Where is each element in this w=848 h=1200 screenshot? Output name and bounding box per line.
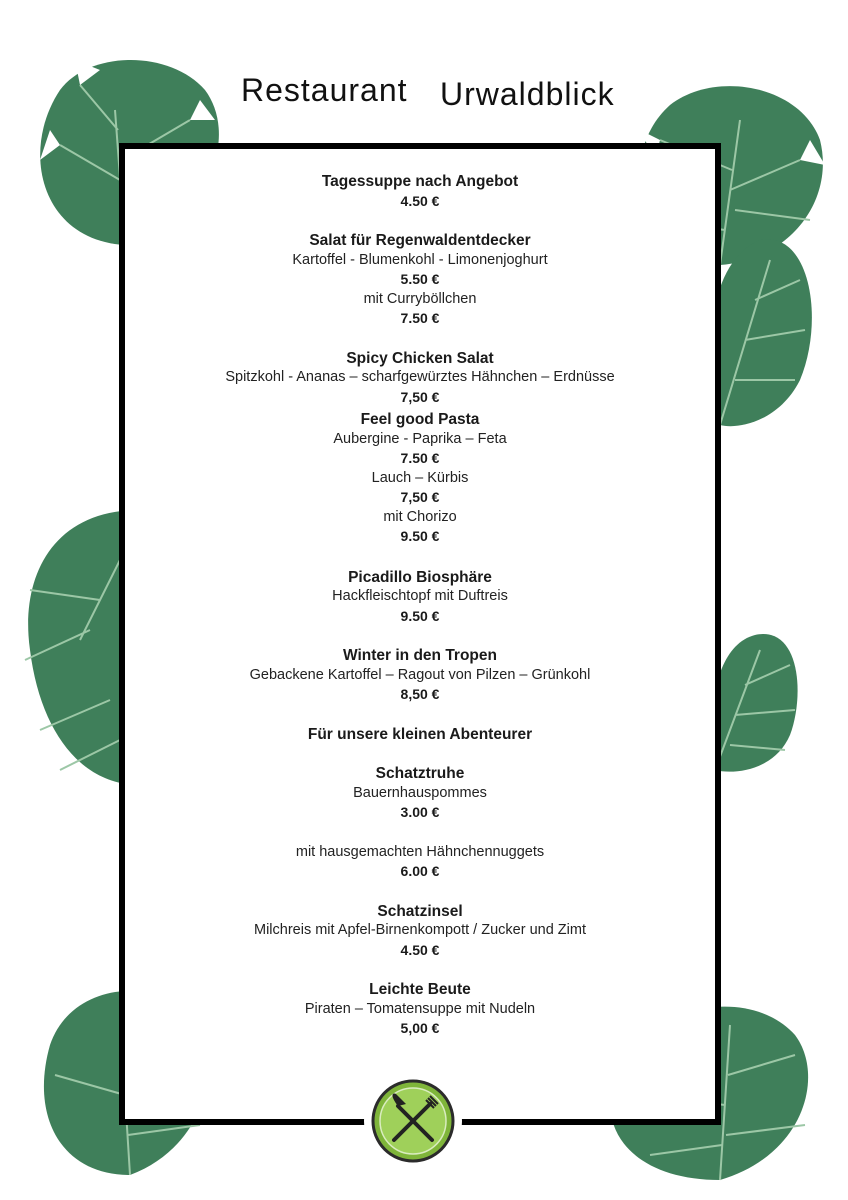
menu-list xyxy=(125,172,715,1039)
menu-item xyxy=(125,902,715,961)
dish-title: Tagessuppe nach Angebot xyxy=(321,173,519,190)
dish-title: Schatzinsel xyxy=(377,902,463,920)
dish-title: Winter in den Tropen xyxy=(342,647,497,664)
dish-description: Spitzkohl - Ananas – scharfgewürztes Hähnchen – Erdnüsse xyxy=(225,369,615,385)
dish-title: Picadillo Biosphäre xyxy=(348,568,492,586)
dish-description: Piraten – Tomatensuppe mit Nudeln xyxy=(304,1000,536,1017)
dish-description: Kartoffel - Blumenkohl - Limonenjoghurt xyxy=(292,251,548,268)
kids-section-heading xyxy=(125,725,715,745)
dish-price: 6.00 € xyxy=(400,863,440,879)
dish-price: 3.00 € xyxy=(400,804,440,820)
menu-item xyxy=(125,172,715,211)
dish-title: Salat für Regenwaldentdecker xyxy=(309,232,531,249)
dish-price: 8,50 € xyxy=(400,686,440,702)
dish-price: 5,00 € xyxy=(400,1020,440,1036)
dish-price: 5.50 € xyxy=(400,271,440,287)
dish-price: 7.50 € xyxy=(400,310,440,326)
dish-description: mit Chorizo xyxy=(383,508,457,525)
dish-description: Hackfleischtopf mit Duftreis xyxy=(332,588,508,604)
dish-price: 7,50 € xyxy=(400,388,440,405)
dish-description: Aubergine - Paprika – Feta xyxy=(333,430,507,447)
dish-description: Lauch – Kürbis xyxy=(371,469,469,486)
menu-item xyxy=(125,349,715,408)
dish-title: Feel good Pasta xyxy=(360,411,480,428)
menu-item xyxy=(125,646,715,705)
dish-title: Spicy Chicken Salat xyxy=(346,349,494,367)
dish-price: 9.50 € xyxy=(400,607,440,624)
dish-title: Schatztruhe xyxy=(375,765,465,782)
dish-title: Leichte Beute xyxy=(369,981,471,998)
section-title: Für unsere kleinen Abenteurer xyxy=(307,725,533,743)
menu-item xyxy=(125,231,715,329)
dish-price: 7.50 € xyxy=(400,450,440,466)
restaurant-name-part2: Urwaldblick xyxy=(440,76,615,112)
dish-description: mit Curryböllchen xyxy=(363,290,477,307)
dish-price: 7,50 € xyxy=(400,489,440,505)
menu-item xyxy=(125,568,715,627)
menu-item xyxy=(125,764,715,882)
restaurant-name-part1: Restaurant xyxy=(241,72,408,108)
dish-price: 9.50 € xyxy=(400,528,440,544)
dish-price: 4.50 € xyxy=(400,192,440,209)
dish-description: mit hausgemachten Hähnchennuggets xyxy=(295,843,545,860)
fork-knife-icon xyxy=(364,1072,462,1170)
dish-description: Milchreis mit Apfel-Birnenkompott / Zucker und Zimt xyxy=(254,922,586,938)
menu-item xyxy=(125,980,715,1039)
dish-description: Gebackene Kartoffel – Ragout von Pilzen – Grünkohl xyxy=(249,666,591,683)
dish-price: 4.50 € xyxy=(400,941,440,958)
restaurant-title xyxy=(0,68,848,118)
emblem xyxy=(364,1072,462,1170)
menu-item xyxy=(125,410,715,547)
dish-description: Bauernhauspommes xyxy=(353,784,487,801)
